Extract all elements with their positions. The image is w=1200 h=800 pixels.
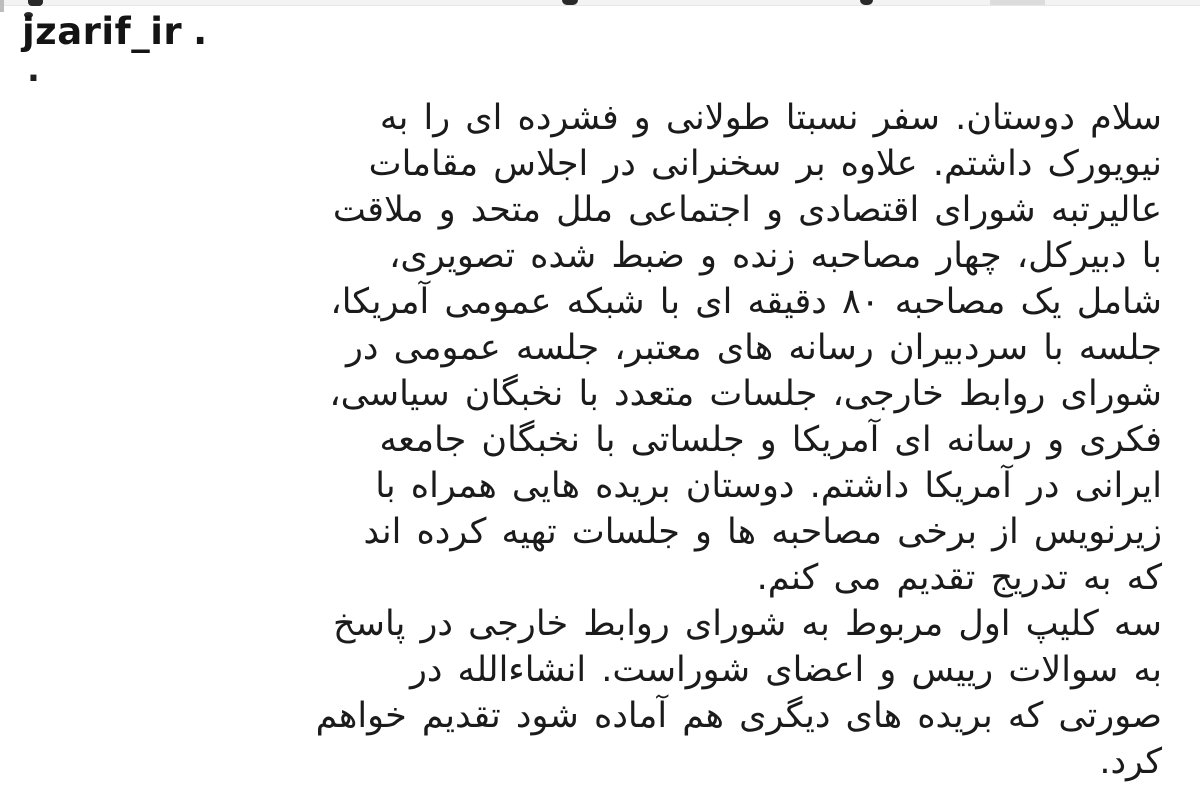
caption-line: شامل یک مصاحبه ۸۰ دقیقه ای با شبکه عمومی آمریکا، [330, 282, 1162, 322]
caption-line: عالیرتبه شورای اقتصادی و اجتماعی ملل متحد و ملاقت [332, 190, 1162, 230]
caption-line: نیویورک داشتم. علاوه بر سخنرانی در اجلاس مقامات [368, 144, 1162, 184]
caption-line: به سوالات رییس و اعضای شوراست. انشاءالله در [409, 650, 1162, 690]
cropped-glyph-fragment [990, 0, 1045, 5]
leading-dot: . [27, 50, 40, 90]
caption-line: ایرانی در آمریکا داشتم. دوستان بریده هایی همراه با [375, 466, 1162, 506]
username-link[interactable]: jzarif_ir [22, 10, 183, 53]
caption-line: که به تدریج تقدیم می کنم. [756, 558, 1162, 598]
caption-line: جلسه با سردبیران رسانه های معتبر، جلسه عمومی در [346, 328, 1162, 368]
caption-line: صورتی که بریده های دیگری هم آماده شود تقدیم خواهم [315, 696, 1162, 736]
header-dot: . [193, 10, 208, 53]
caption-line: شورای روابط خارجی، جلسات متعدد با نخبگان سیاسی، [329, 374, 1162, 414]
caption-line: با دبیرکل، چهار مصاحبه زنده و ضبط شده تصویری، [389, 236, 1162, 276]
caption-line: سلام دوستان. سفر نسبتا طولانی و فشرده ای را به [379, 98, 1162, 138]
caption-line: سه کلیپ اول مربوط به شورای روابط خارجی در پاسخ [333, 604, 1162, 644]
post-header [22, 10, 208, 53]
caption-line: زیرنویس از برخی مصاحبه ها و جلسات تهیه کرده اند [363, 512, 1162, 552]
caption-line: فکری و رسانه ای آمریکا و جلساتی با نخبگان جامعه [379, 420, 1162, 460]
post-caption [26, 95, 1162, 785]
caption-line: کرد. [1099, 742, 1162, 782]
cropped-glyph-fragment [28, 0, 43, 6]
cropped-glyph-fragment [0, 0, 4, 12]
cropped-glyph-fragment [562, 0, 578, 5]
